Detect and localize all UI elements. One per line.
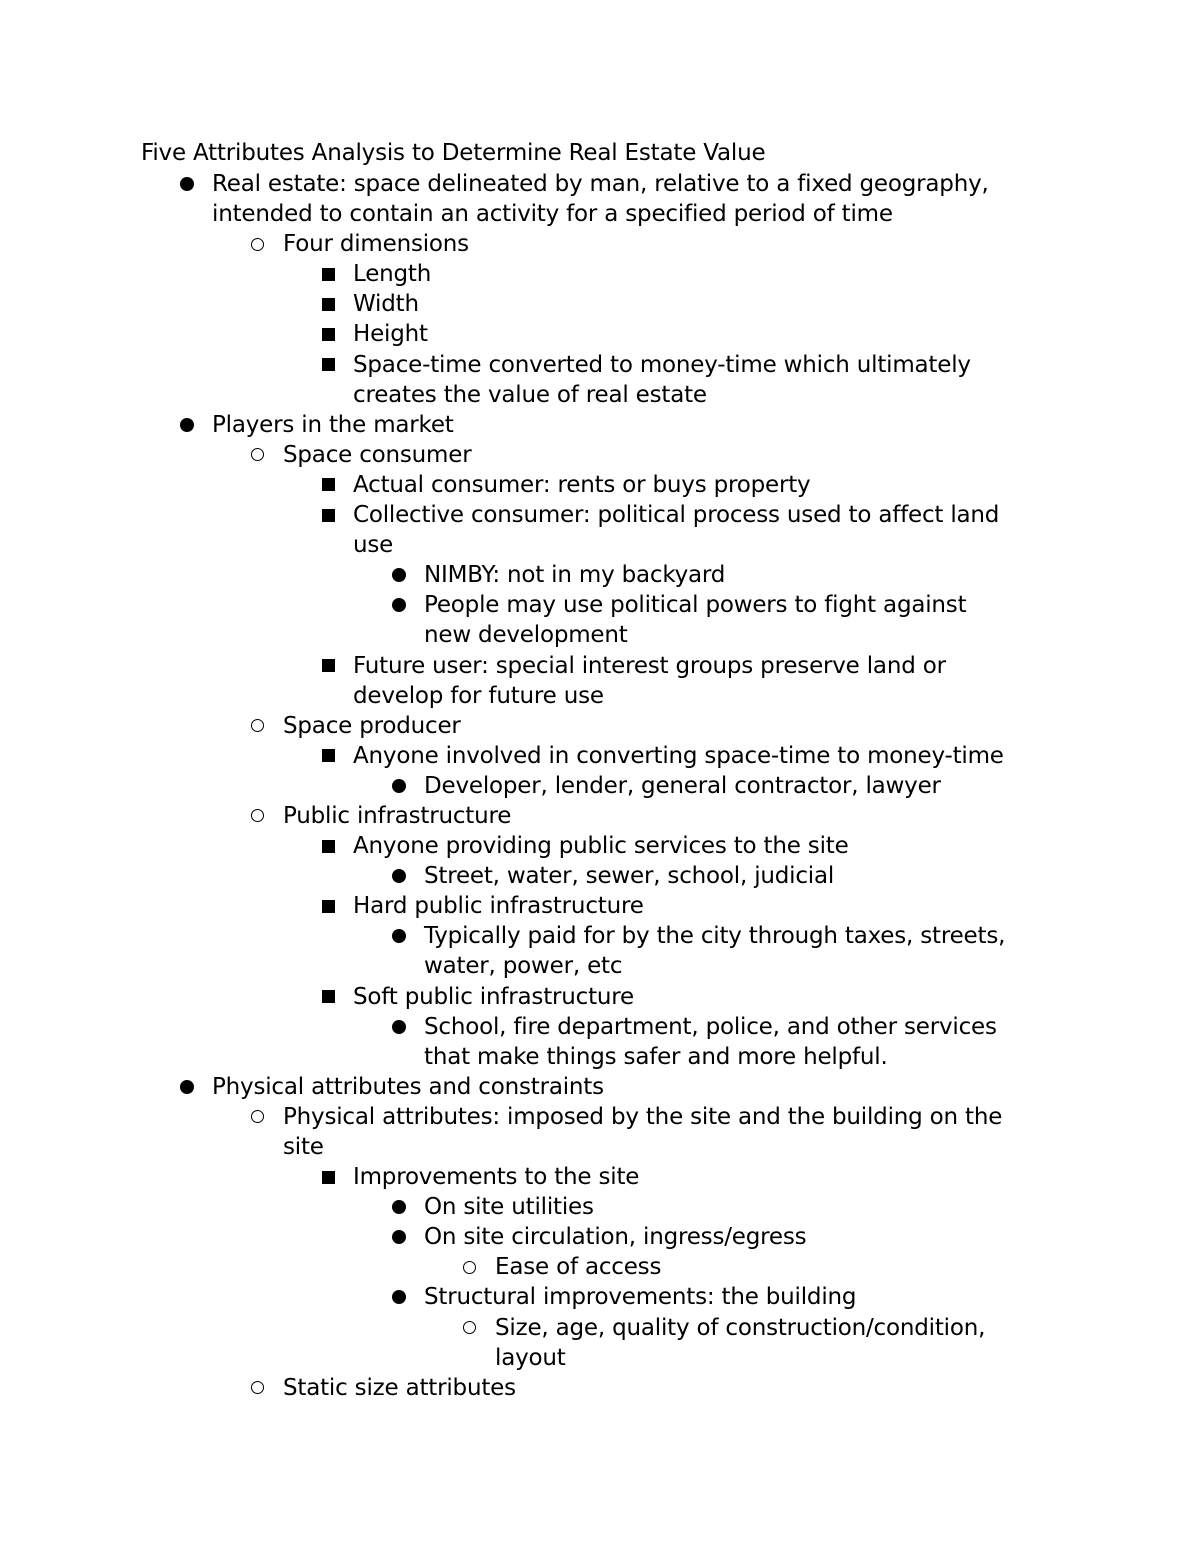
bullet-square-icon [318,651,338,681]
outline-item-level-2 [0,350,1062,410]
bullet-circle-icon [247,1102,267,1132]
outline-item-level-1 [0,1373,1062,1403]
outline-item-level-2 [0,741,1062,771]
bullet-circle-icon [459,1252,479,1282]
bullet-disc-icon [389,921,409,951]
outline-item-level-2 [0,831,1062,861]
bullet-circle-icon [247,711,267,741]
bullet-disc-icon [389,1012,409,1042]
outline-item-level-1 [0,229,1062,259]
bullet-disc-icon [389,590,409,620]
bullet-disc-icon [389,1192,409,1222]
outline-item-level-4 [0,1252,1040,1282]
outline-item-text: Future user: special interest groups preserve land or develop for future use [353,652,946,709]
outline-item-text: On site utilities [424,1194,594,1221]
outline-item-text: Static size attributes [283,1374,516,1401]
outline-item-text: Ease of access [495,1254,662,1281]
outline-item-text: Physical attributes and constraints [212,1073,604,1100]
bullet-disc-icon [389,560,409,590]
bullet-square-icon [318,891,338,921]
outline-item-text: Width [353,291,419,318]
outline-item-text: Space producer [283,712,461,739]
outline-item-level-2 [0,500,1062,560]
bullet-square-icon [318,289,338,319]
outline-item-level-1 [0,801,1062,831]
outline-item-level-3 [0,560,1040,590]
outline-item-level-0 [0,1072,1062,1102]
outline-item-text: Soft public infrastructure [353,983,634,1010]
outline-item-level-2 [0,259,1062,289]
outline-item-level-2 [0,289,1062,319]
bullet-square-icon [318,831,338,861]
outline-item-text: Collective consumer: political process used to affect land use [353,502,1000,559]
bullet-square-icon [318,1162,338,1192]
outline-item-text: School, fire department, police, and other services that make things safer and more helpful. [424,1013,997,1070]
outline-item-text: People may use political powers to fight against new development [424,592,967,649]
outline-item-level-2 [0,470,1062,500]
outline-item-text: Structural improvements: the building [424,1284,857,1311]
bullet-square-icon [318,259,338,289]
outline-item-text: NIMBY: not in my backyard [424,562,726,589]
bullet-disc-icon [389,861,409,891]
outline-item-text: Real estate: space delineated by man, relative to a fixed geography, intended to contain an activity for a specified period of time [212,171,989,228]
outline-item-text: Improvements to the site [353,1164,640,1191]
bullet-circle-icon [459,1313,479,1343]
outline-item-text: Public infrastructure [283,802,512,829]
outline-item-level-1 [0,1102,1062,1162]
bullet-square-icon [318,982,338,1012]
outline-item-text: On site circulation, ingress/egress [424,1224,807,1251]
bullet-disc-icon [177,410,197,440]
bullet-circle-icon [247,229,267,259]
outline-list [0,169,1062,1403]
outline-item-level-3 [0,861,1040,891]
bullet-disc-icon [389,771,409,801]
outline-item-text: Typically paid for by the city through taxes, streets, water, power, etc [424,923,1006,980]
outline-item-level-3 [0,921,1040,981]
outline-item-level-2 [0,651,1062,711]
bullet-circle-icon [247,440,267,470]
outline-item-text: Actual consumer: rents or buys property [353,471,811,498]
outline-item-text: Anyone involved in converting space-time to money-time [353,742,1004,769]
outline-item-level-3 [0,590,1040,650]
outline-item-level-3 [0,1222,1040,1252]
outline-item-text: Space-time converted to money-time which ultimately creates the value of real estate [353,351,971,408]
outline-item-level-3 [0,1012,1040,1072]
outline-item-level-1 [0,440,1062,470]
bullet-disc-icon [177,1072,197,1102]
outline-item-level-2 [0,982,1062,1012]
outline-item-text: Hard public infrastructure [353,893,644,920]
outline-item-text: Space consumer [283,441,472,468]
outline-item-level-1 [0,711,1062,741]
outline-item-level-3 [0,771,1040,801]
outline-item-level-3 [0,1192,1040,1222]
bullet-square-icon [318,319,338,349]
outline-item-level-4 [0,1313,1040,1373]
outline-item-level-3 [0,1282,1040,1312]
bullet-square-icon [318,350,338,380]
outline-item-level-2 [0,319,1062,349]
bullet-square-icon [318,500,338,530]
outline-item-text: Developer, lender, general contractor, lawyer [424,772,941,799]
outline-item-text: Height [353,321,428,348]
bullet-circle-icon [247,801,267,831]
outline-item-text: Players in the market [212,411,454,438]
bullet-disc-icon [177,169,197,199]
outline-item-text: Length [353,261,432,288]
outline-item-text: Street, water, sewer, school, judicial [424,863,835,890]
bullet-circle-icon [247,1373,267,1403]
document-title: Five Attributes Analysis to Determine Real Estate Value [141,140,766,166]
bullet-square-icon [318,470,338,500]
outline-item-level-2 [0,1162,1062,1192]
bullet-disc-icon [389,1222,409,1252]
outline-item-text: Anyone providing public services to the site [353,833,849,860]
outline-item-text: Physical attributes: imposed by the site and the building on the site [283,1103,1003,1160]
outline-item-text: Four dimensions [283,231,469,258]
bullet-disc-icon [389,1282,409,1312]
outline-item-level-2 [0,891,1062,921]
outline-item-text: Size, age, quality of construction/condition, layout [495,1314,986,1371]
outline-item-level-0 [0,169,1062,229]
bullet-square-icon [318,741,338,771]
outline-item-level-0 [0,410,1062,440]
